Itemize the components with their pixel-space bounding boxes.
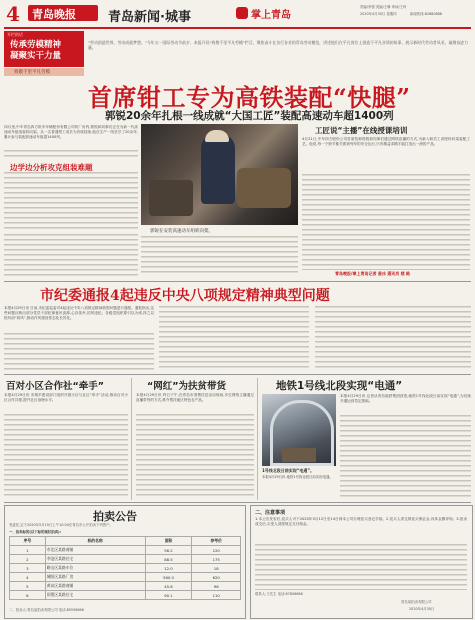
auction-title: 拍卖公告 [93,510,137,523]
notice-lines [255,544,467,590]
reporter-line: 青岛晚报/掌上青岛记者 姜冰 通讯员 楼 路 [335,271,411,276]
table-cell: 6 [10,591,46,600]
table-cell: 3 [10,564,46,573]
tool-box-lines [302,174,470,270]
subway-photo-caption: 1号线北段日前实现“电通”。 [262,468,315,473]
worker-hat [205,130,229,142]
col-divider-a [131,378,132,500]
lead-photo-caption: 郭锐在安装高速动车组转向架。 [150,229,213,234]
section2-body-intro: 本报4月29日讯 日前,市纪委监委对4起违反中央八项规定精神典型问题进行通报。通报指出,这些问题反映出部分党员干部纪律意识淡薄,心存侥幸,顶风违纪。各级党组织要引以为戒,持之以恒纠治“四风”,推动作风建设常态化长效化。 [4,306,154,321]
subway-photo-sub: 本报4月29日讯 地铁1号线北段日前实现电通。 [262,475,333,479]
table-cell: 5 [10,582,46,591]
auction-table-header [10,537,241,546]
table-row [10,582,241,591]
date-line: 2020年4月30日 星期四 [360,12,397,16]
table-row [10,591,241,600]
tool-box-body: 4月21日,中车四方股份公司首席技师郭锐和同事们通过网络直播的方式,为新入职员工讲授转向架装配工艺。他说,每一个细节都关系到列车的安全运行,只有精益求精才能打造出一流的产品。 [302,137,470,147]
notice-org: 青岛某拍卖有限公司 [401,600,432,604]
hotline-line: 新闻热线:82880888 [410,12,442,16]
subway-photo [262,394,336,466]
table-row [10,546,241,555]
col-divider-b [257,378,258,500]
table-cell: 90.1 [145,591,192,600]
column-banner [4,68,84,76]
section2-headline: 市纪委通报4起违反中央八项规定精神典型问题 [40,288,330,304]
section-divider-2 [4,374,471,375]
lead-body-column-1b [4,234,138,276]
lead-body-column-1 [4,172,138,230]
table-cell: 城阳区某路厂房 [45,573,145,582]
column-tag: 开栏的话 [7,32,23,37]
table-row [10,555,241,564]
table-cell: 市北区某路商铺 [45,546,145,555]
page-header [0,0,475,30]
auction-table-title: 一、拍卖标的(以下标的现状拍卖): [9,530,61,534]
table-cell: 96 [192,582,241,591]
machine-part-2 [149,180,193,216]
table-cell: 560.0 [145,573,192,582]
lead-subheadline: 郭锐20余年扎根一线成就“大国工匠”装配高速动车超1400列 [105,110,394,122]
auction-col-header: 面积 [145,537,192,546]
rail-track [282,448,316,462]
logo-text: 青岛晚报 [32,8,76,21]
table-cell: 620 [192,573,241,582]
table-cell: 56.2 [145,546,192,555]
table-cell: 2 [10,555,46,564]
column-headline-2: 凝聚实干力量 [10,51,62,61]
auction-intro: 受委托,定于2020年5月15日上午10:00在青岛市公开拍卖下列资产。 [9,523,113,527]
app-logo [236,6,302,20]
auction-col-header: 参考价 [192,537,241,546]
section-title: 青岛新闻·城事 [108,10,191,25]
notice-block [250,505,473,619]
col-a-body: 本报4月29日讯 市城乡建设部门组织开展小区与社区“牵手”活动,推动百对小区合作共建,提升社区治理水平。 [4,393,128,403]
section-divider-3 [4,502,471,503]
table-cell: 175 [192,555,241,564]
machine-part [237,168,291,208]
col-b-lines [136,414,254,498]
tool-box-title: 工匠说“主播”在线授课培训 [315,126,408,135]
table-cell: 120 [192,546,241,555]
lead-body-intro: 四月里,中车青岛四方机车车辆股份有限公司的厂房内,郭锐和同事们正在为新一代高速动车组组装转向架。从一名普通钳工成长为首席技师,他在生产一线坚守了20余年,累计参与装配高速动车组超1400列。 [4,125,138,140]
app-icon [236,7,248,19]
notice-body: 1.本公告发布后,竞买人可于2020年5月12日至14日到本公司办理竞买登记手续。2.竞买人须交纳竞买保证金,具体金额详询。3.拍卖成交后,买受人须按规定支付佣金。 [255,517,467,527]
lead-side-title: 边学边分析攻克组装难题 [10,163,93,172]
notice-date: 2020年4月30日 [409,607,435,611]
table-cell: 110 [192,591,241,600]
table-cell: 崂山区某路车位 [45,564,145,573]
worker-figure [201,134,235,204]
section2-body-col2 [159,306,309,370]
table-row [10,564,241,573]
table-cell: 4 [10,573,46,582]
intro-text: “劳动创造世界，劳动成就梦想。”今年五一国际劳动节前夕，本报开设“致敬千里平凡劳模”栏目，聚焦奋斗在各行各业的青岛劳动模范，讲述他们在平凡岗位上创造不平凡业绩的故事，展示新时代劳动者风采，凝聚奋进力量。 [88,40,468,51]
auction-table [9,536,241,600]
col-b-title: “网红”为扶贫带货 [147,381,226,392]
lead-photo [141,124,298,225]
table-cell: 12.0 [145,564,192,573]
table-cell: 黄岛区某路商铺 [45,582,145,591]
lead-body-column-2 [141,236,298,276]
col-c-title: 地铁1号线北段实现“电通” [276,380,403,392]
auction-footer: 二、拍卖人:青岛某拍卖有限公司 电话:85556666 [9,608,84,612]
page-number: 4 [6,2,20,26]
table-cell: 45.6 [145,582,192,591]
auction-col-header: 标的名称 [45,537,145,546]
col-b-body: 本报4月29日讯 昨日下午,在青岛市消费扶贫活动现场,多位网络主播通过直播带货的方式,推介帮扶地区特色农产品。 [136,393,254,403]
table-cell: 1 [10,546,46,555]
newspaper-logo [28,5,98,21]
section-divider-1 [4,281,471,282]
notice-title: 二、注意事项 [255,510,286,516]
auction-block [4,505,246,619]
column-intro-block [4,31,84,67]
auction-col-header: 序号 [10,537,46,546]
col-c-lines [340,415,471,499]
table-row [10,573,241,582]
header-rule [4,27,471,29]
column-banner-text: 致敬千里平凡劳模 [14,70,50,75]
table-cell: 即墨区某路住宅 [45,591,145,600]
column-headline-1: 传承劳模精神 [10,40,62,50]
table-cell: 18 [192,564,241,573]
table-cell: 88.5 [145,555,192,564]
editor-line: 责编/李强 美编/王琳 审读/王珂 [360,5,407,9]
col-a-title: 百对小区合作社“牵手” [6,381,104,392]
lead-headline: 首席钳工专为高铁装配“快腿” [88,83,411,112]
notice-contact: 联系人:王先生 电话:87806666 [255,592,303,596]
app-name: 掌上青岛 [251,10,291,21]
section2-body-col1 [4,333,154,370]
lead-body-lines [4,150,138,160]
table-cell: 李沧区某路住宅 [45,555,145,564]
section2-body-col3 [315,306,471,370]
col-a-lines [4,414,128,498]
col-c-body: 本报4月29日讯 记者从青岛地铁集团获悉,地铁1号线北段日前实现“电通”,为后续开通运营奠定基础。 [340,394,471,404]
